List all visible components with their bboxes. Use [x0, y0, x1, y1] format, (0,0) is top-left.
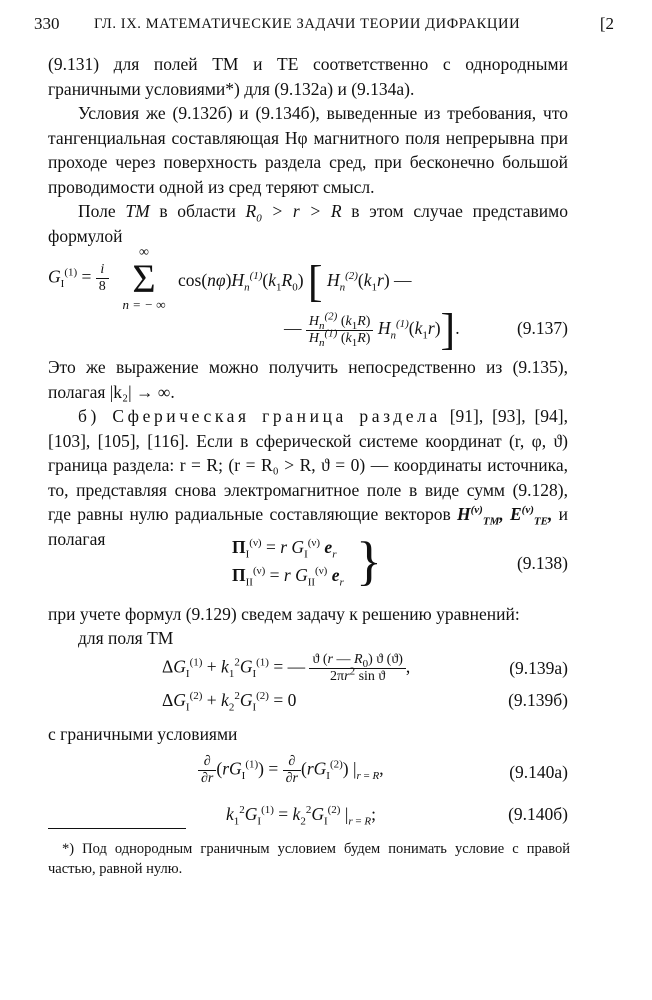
- equation-9139a: $\Delta G_I^{(1)} + k_1^2G_I^{(1)}$ = — $\frac{ϑ (r — R_0) ϑ (ϑ)}{2\pi r^2 \sin ϑ}$ ,: [162, 652, 411, 684]
- equation-9138-line2: $\Pi_{II}^{(\nu)} = r$ $G_{II}^{(\nu)}$ $e_r$: [232, 565, 344, 589]
- page-number: 330: [34, 14, 60, 33]
- equation-number-9140a: (9.140а): [509, 762, 568, 782]
- running-title: ГЛ. IX. МАТЕМАТИЧЕСКИЕ ЗАДАЧИ ТЕОРИИ ДИФРАКЦИИ: [94, 16, 521, 32]
- equation-9140b: $k_1^2G_I^{(1)} = k_2^2G_I^{(2)}$ $|_{r = R}$;: [226, 804, 376, 828]
- equation-9140a: $\frac{\partial}{\partial r}$ $(rG_I^{(1)})$ = $\frac{\partial}{\partial r}$ $(rG_I^{(2)})$ $|_{r = R}$,: [198, 754, 384, 787]
- equation-number-9137: (9.137): [516, 318, 568, 338]
- math-region: $R_0 > r > R$: [245, 201, 342, 225]
- equation-number-9140b: (9.140б): [508, 804, 568, 824]
- paragraph-6: при учете формул (9.129) сведем задачу к решению уравнений:: [48, 604, 520, 624]
- equation-9137-lhs: $G_I^{(1)}$ = $\frac{i}{8}$: [48, 262, 109, 295]
- paragraph-2: Условия же (9.132б) и (9.134б), выведенные из требования, что тангенциальная составляющая Hφ магнитного поля непрерывна при проходе через поверхность раздела сред, при бесконечно большой проводимости одной из сред теряют смысл.: [48, 103, 568, 197]
- paragraph-4: Это же выражение можно получить непосредственно из (9.135), полагая |k₂| → ∞.: [48, 357, 568, 402]
- sum-symbol: ∞ Σ n = − ∞: [122, 245, 166, 312]
- footnote: *) Под однородным граничным условием будем понимать условие с правой частью, равной нулю.: [48, 841, 570, 877]
- paragraph-3-b: в области: [159, 201, 236, 221]
- paragraph-5-body: [91], [93], [94], [103], [105], [116]. Если в сферической системе координат (r, φ, ϑ) граница раздела: r = R; (r = R₀ > R, ϑ = 0) — координаты источника, то, представляя снова электромагнитное поле в виде сумм (9.128), где равны нулю радиальные составляющие векторов: [48, 406, 569, 524]
- paragraph-8: с граничными условиями: [48, 724, 238, 744]
- equation-number-9139b: (9.139б): [508, 690, 568, 710]
- equation-9137-line1: $\cos(n\varphi)H_n^{(1)}(k_1R_0)$ [ $H_n^{(2)}(k_1r)$ —: [178, 257, 412, 306]
- running-header: [34, 14, 614, 40]
- math-vectors: $H^{(\nu)}_{TM}$, $E^{(\nu)}_{TE}$,: [457, 504, 553, 528]
- equation-number-9138: (9.138): [516, 553, 568, 573]
- section-mark: [2: [599, 14, 614, 33]
- paragraph-7: для поля TM: [78, 628, 174, 648]
- paragraph-5-end: и полагая: [48, 504, 568, 549]
- paragraph-3-a: Поле: [78, 201, 116, 221]
- footnote-rule: [48, 828, 186, 829]
- brace: }: [356, 531, 382, 591]
- equation-9137-line2: — $\frac{H_n^{(2)} (k_1R)}{H_n^{(1)} (k_1R)}$ $H_n^{(1)}(k_1r)$].: [284, 305, 460, 354]
- equation-9138-line1: $\Pi_I^{(\nu)} = r$ $G_I^{(\nu)}$ $e_r$: [232, 537, 337, 561]
- paragraph-3-c: в этом случае представимо формулой: [48, 201, 568, 246]
- paragraph-1: (9.131) для полей TM и TE соответственно с однородными граничными условиями*) для (9.132а) и (9.134а).: [48, 54, 568, 99]
- equation-9139b: $\Delta G_I^{(2)} + k_2^2G_I^{(2)} = 0$: [162, 690, 297, 714]
- section-heading-spherical: б) Сферическая граница раздела: [78, 406, 441, 426]
- equation-number-9139a: (9.139а): [509, 658, 568, 678]
- paragraph-3: [48, 199, 568, 248]
- math-tm: TM: [125, 201, 150, 221]
